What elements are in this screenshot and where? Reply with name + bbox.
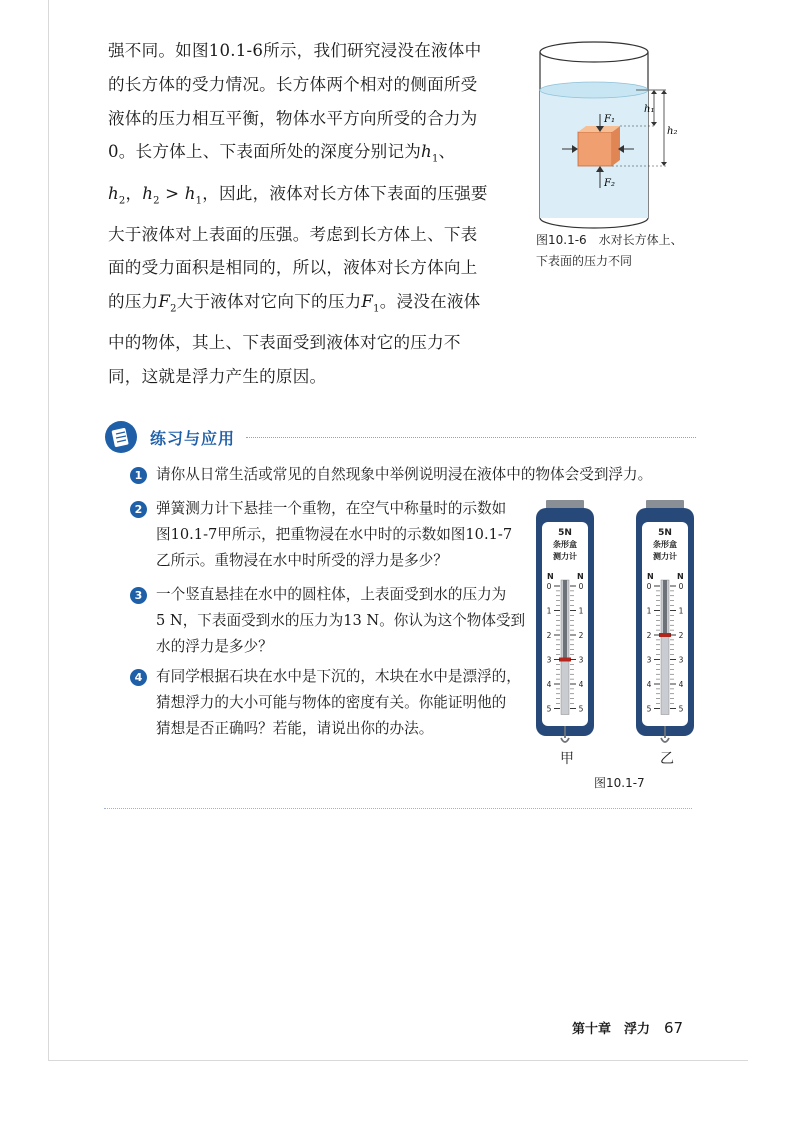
exercise-title: 练习与应用 [150, 429, 236, 448]
tick-label-right: 3 [578, 655, 584, 665]
spring-rod [663, 580, 667, 635]
question-number: 2 [130, 501, 147, 518]
tick-label-left: 2 [646, 631, 652, 640]
tick-label-right: 2 [678, 631, 684, 640]
spring-scale-2 [636, 500, 694, 742]
tick-label-right: 0 [578, 582, 584, 591]
tick-label-left: 0 [546, 582, 552, 591]
tick-label-right: 4 [578, 680, 584, 689]
scale-head-text: 5N [658, 528, 672, 538]
pointer-indicator [659, 633, 671, 637]
main-paragraph: 强不同。如图10.1-6所示，我们研究浸没在液体中的长方体的受力情况。长方体两个相对的侧面所受液体的压力相互平衡，物体水平方向所受的合力为0。长方体上、下表面所处的深度分别记为$h_1$、$h_2$，$h_2 > h_1$，因此，液体对长方体下表面的压强要大于液体对上表面的压强。考虑到长方体上、下表面的受力面积是相同的，所以，液体对长方体向上的压力$F_2$大于液体对它向下的压力$F_1$。浸没在液体中的物体，其上、下表面受到液体对它的压力不同，这就是浮力产生的原因。 [108, 41, 488, 387]
label-F2: F₂ [604, 178, 615, 189]
tick-label-right: 1 [678, 606, 684, 616]
question-number: 1 [130, 467, 147, 484]
question-number: 4 [130, 669, 147, 686]
meter-label-yi: 乙 [660, 751, 674, 767]
header-dotted-line [246, 437, 696, 438]
figure-spring-scales [532, 500, 702, 770]
tick-label-right: 5 [678, 704, 684, 714]
scale-head-text: 测力计 [653, 552, 677, 561]
tick-label-right: 2 [578, 631, 584, 640]
tick-label-left: 5 [646, 704, 652, 714]
label-h1: h₁ [644, 104, 655, 115]
pointer-indicator [559, 658, 571, 662]
tick-label-left: 2 [546, 631, 552, 640]
question-2: 2 弹簧测力计下悬挂一个重物，在空气中称量时的示数如 图10.1-7甲所示，把重物浸在水中时的示数如图10.1-7 乙所示。重物浸在水中时所受的浮力是多少？ [132, 496, 532, 574]
unit-label-right: N [677, 572, 684, 581]
tick-label-right: 1 [578, 606, 584, 616]
scale-head-text: 测力计 [553, 552, 577, 561]
question-3: 3 一个竖直悬挂在水中的圆柱体，上表面受到水的压力为 5 N，下表面受到水的压力为13 N。你认为这个物体受到 水的浮力是多少？ [132, 582, 532, 660]
tick-label-left: 1 [646, 606, 652, 616]
tick-label-left: 5 [546, 704, 552, 714]
tick-label-right: 0 [678, 582, 684, 591]
tick-label-left: 1 [546, 606, 552, 616]
page-bottom-edge [48, 1060, 748, 1061]
figure-cylinder-box [536, 38, 716, 233]
scale-head-text: 条形盒 [553, 540, 577, 549]
tick-label-left: 3 [646, 655, 652, 665]
figure-7-caption: 图10.1-7 [594, 776, 645, 790]
question-4: 4 有同学根据石块在水中是下沉的，木块在水中是漂浮的， 猜想浮力的大小可能与物体的密度有关。你能证明他的 猜想是否正确吗？若能，请说出你的办法。 [132, 664, 532, 742]
figure-6-caption: 图10.1-6 水对长方体上、 下表面的压力不同 [536, 233, 683, 268]
label-h2: h₂ [667, 126, 678, 137]
question-1: 1 请你从日常生活或常见的自然现象中举例说明浸在液体中的物体会受到浮力。 [132, 462, 692, 488]
scale-head-text: 5N [558, 528, 572, 538]
tick-label-right: 3 [678, 655, 684, 665]
tick-label-left: 3 [546, 655, 552, 665]
tick-label-right: 5 [578, 704, 584, 714]
exercise-book-icon [104, 420, 138, 454]
unit-label-left: N [547, 572, 554, 581]
tick-label-left: 0 [646, 582, 652, 591]
page-number: 67 [664, 1019, 684, 1037]
scale-head-text: 条形盒 [653, 540, 677, 549]
label-F1: F₁ [604, 114, 615, 125]
chapter-title: 第十章 浮力 [572, 1022, 651, 1037]
spring-rod [563, 580, 567, 660]
tick-label-right: 4 [678, 680, 684, 689]
unit-label-right: N [577, 572, 584, 581]
meter-label-jia: 甲 [560, 751, 574, 767]
question-number: 3 [130, 587, 147, 604]
spring-scale-1 [536, 500, 594, 742]
unit-label-left: N [647, 572, 654, 581]
page-footer [572, 1018, 683, 1037]
page-edge [48, 0, 49, 1060]
tick-label-left: 4 [646, 680, 652, 689]
section-end-dotted-line [104, 808, 692, 809]
exercise-header [104, 420, 704, 456]
tick-label-left: 4 [546, 680, 552, 689]
